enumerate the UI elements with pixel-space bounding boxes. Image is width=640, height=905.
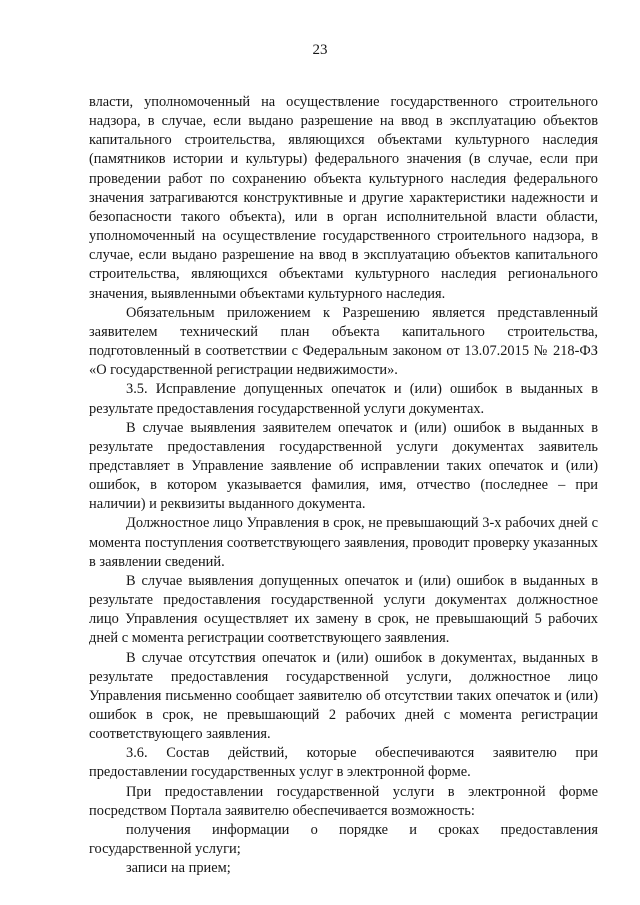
paragraph-4: В случае выявления заявителем опечаток и (или) ошибок в выданных в результате предоставления государственной услуги документах заявитель представляет в Управление заявление об исправлении таких опечаток и (или) ошибок, в котором указывается фамилия, имя, отчество (последнее – при наличии) и реквизиты выданного документа.	[89, 419, 598, 513]
section-3-6-heading: 3.6. Состав действий, которые обеспечиваются заявителю при предоставлении государственных услуг в электронной форме.	[89, 745, 598, 781]
page-number: 23	[312, 42, 328, 58]
paragraph-5: Должностное лицо Управления в срок, не превышающий 3-х рабочих дней с момента поступления соответствующего заявления, проводит проверку указанных в заявлении сведений.	[89, 515, 598, 570]
list-item-appointment: записи на прием;	[126, 860, 231, 877]
document-body	[89, 93, 598, 878]
paragraph-2: Обязательным приложением к Разрешению является представленный заявителем технический план объекта капитального строительства, подготовленный в соответствии с Федеральным законом от 13.07.2015 № 218-ФЗ «О государственной регистрации недвижимости».	[89, 304, 598, 379]
list-item-info: получения информации о порядке и сроках предоставления государственной услуги;	[89, 821, 598, 858]
section-3-5-heading: 3.5. Исправление допущенных опечаток и (или) ошибок в выданных в результате предоставления государственной услуги документах.	[89, 381, 598, 417]
paragraph-7: В случае отсутствия опечаток и (или) ошибок в документах, выданных в результате предоставления государственной услуги, должностное лицо Управления письменно сообщает заявителю об отсутствии таких опечаток и (или) ошибок в срок, не превышающий 2 рабочих дней с момента регистрации соответствующего заявления.	[89, 649, 598, 743]
paragraph-9: При предоставлении государственной услуги в электронной форме посредством Портала заявителю обеспечивается возможность:	[89, 783, 598, 819]
paragraph-6: В случае выявления допущенных опечаток и (или) ошибок в выданных в результате предоставления государственной услуги документах должностное лицо Управления осуществляет их замену в срок, не превышающий 5 рабочих дней с момента регистрации соответствующего заявления.	[89, 572, 598, 647]
paragraph-1: власти, уполномоченный на осуществление государственного строительного надзора, в случае, если выдано разрешение на ввод в эксплуатацию объектов капитального строительства, являющихся объектами культурного наследия (памятников истории и культуры) федерального значения (в случае, если при проведении работ по сохранению объекта культурного наследия федерального значения затрагиваются конструктивные и другие характеристики надежности и безопасности такого объекта), или в орган исполнительной власти области, уполномоченный на осуществление государственного строительного надзора, в случае, если выдано разрешение на ввод в эксплуатацию объектов капитального строительства, являющихся объектами культурного наследия регионального значения, выявленными объектами культурного наследия.	[89, 94, 598, 302]
